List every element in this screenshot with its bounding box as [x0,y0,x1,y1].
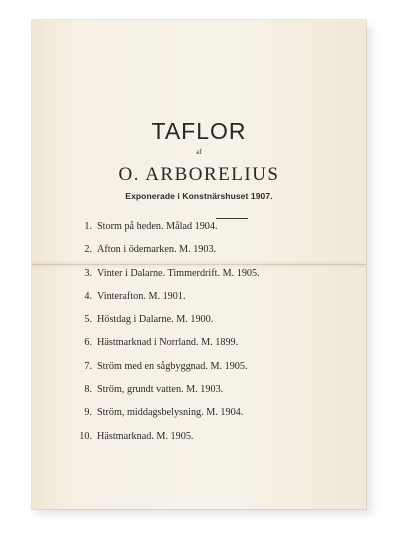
painting-item [75,331,345,354]
title-preposition: af [196,148,202,156]
painting-title: Ström, grundt vatten. M. 1903. [97,384,224,396]
painting-number: 3. [84,267,92,279]
painting-number: 1. [84,221,92,232]
artist-name: O. ARBORELIUS [118,164,280,185]
painting-item [75,355,345,378]
painting-number: 7. [84,360,92,372]
painting-title: Ström, middagsbelysning. M. 1904. [97,407,244,419]
painting-number: 6. [84,337,92,349]
painting-number: 5. [84,314,92,326]
painting-item [75,401,345,424]
painting-title: Ström med en sågbyggnad. M. 1905. [97,360,248,372]
painting-title: Höstdag i Dalarne. M. 1900. [97,314,214,326]
painting-number: 2. [84,244,92,256]
painting-title: Storm på heden. Målad 1904. [97,221,218,232]
painting-number: 9. [84,407,92,419]
painting-item [75,285,345,308]
painting-item [75,238,345,261]
painting-title: Hästmarknad i Norrland. M. 1899. [97,337,239,349]
painting-title: Hästmarknad. M. 1905. [97,430,194,442]
painting-item [75,378,345,401]
painting-item [75,262,345,285]
painting-number: 8. [84,384,92,396]
painting-title: Vinter i Dalarne. Timmerdrift. M. 1905. [97,267,260,279]
painting-number: 10. [79,430,92,442]
painting-item [75,425,345,448]
painting-list [75,215,345,448]
painting-item [75,215,345,238]
painting-title: Afton i ödemarken. M. 1903. [97,244,217,256]
catalogue-title: TAFLOR [151,118,247,144]
painting-title: Vinterafton. M. 1901. [97,290,186,302]
painting-number: 4. [84,290,92,302]
painting-item [75,308,345,331]
exhibition-subtitle: Exponerade i Konstnärshuset 1907. [125,191,273,201]
